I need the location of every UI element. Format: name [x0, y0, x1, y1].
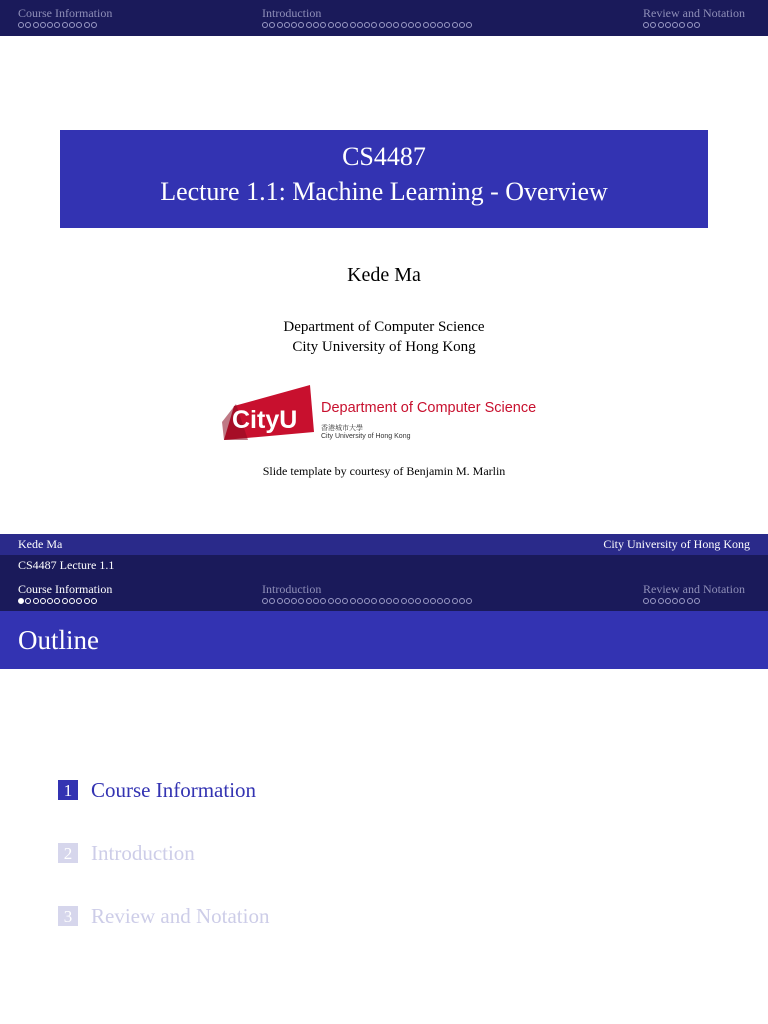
toc-item-review-and-notation[interactable]: [58, 904, 269, 928]
nav-frame-dot[interactable]: [466, 22, 472, 28]
nav-frame-dot[interactable]: [284, 22, 290, 28]
nav-frame-dot[interactable]: [284, 598, 290, 604]
nav-frame-dot[interactable]: [298, 22, 304, 28]
nav-frame-dot[interactable]: [393, 598, 399, 604]
nav-frame-dot[interactable]: [62, 598, 68, 604]
nav-section-label: Course Information: [18, 6, 113, 20]
nav-dots[interactable]: [643, 22, 745, 32]
nav-frame-dot[interactable]: [350, 598, 356, 604]
department-line: Department of Computer Science: [283, 319, 485, 335]
nav-frame-dot[interactable]: [679, 598, 685, 604]
nav-frame-dot[interactable]: [444, 22, 450, 28]
toc-item-introduction[interactable]: [58, 841, 195, 865]
title-block: [60, 130, 708, 228]
nav-section-course-information[interactable]: [18, 582, 112, 608]
nav-frame-dot[interactable]: [69, 598, 75, 604]
slide1-footer-author-row: [0, 534, 768, 555]
nav-frame-dot[interactable]: [313, 22, 319, 28]
nav-frame-dot[interactable]: [18, 598, 24, 604]
nav-frame-dot[interactable]: [262, 598, 268, 604]
nav-frame-dot[interactable]: [415, 598, 421, 604]
logo-mark-text: CityU: [232, 406, 298, 434]
nav-frame-dot[interactable]: [25, 598, 31, 604]
cityu-logo: [222, 382, 552, 444]
template-credit: Slide template by courtesy of Benjamin M. Marlin: [262, 464, 506, 478]
nav-section-label: Course Information: [18, 582, 113, 596]
nav-frame-dot[interactable]: [277, 598, 283, 604]
nav-frame-dot[interactable]: [84, 598, 90, 604]
nav-frame-dot[interactable]: [40, 22, 46, 28]
nav-frame-dot[interactable]: [408, 22, 414, 28]
nav-frame-dot[interactable]: [328, 598, 334, 604]
course-code: CS4487: [342, 142, 426, 171]
nav-section-introduction[interactable]: [262, 6, 474, 32]
nav-frame-dot[interactable]: [371, 22, 377, 28]
nav-frame-dot[interactable]: [437, 22, 443, 28]
nav-frame-dot[interactable]: [364, 22, 370, 28]
toc-label: Course Information: [91, 777, 257, 802]
nav-frame-dot[interactable]: [386, 598, 392, 604]
nav-frame-dot[interactable]: [25, 22, 31, 28]
nav-frame-dot[interactable]: [658, 598, 664, 604]
nav-frame-dot[interactable]: [401, 598, 407, 604]
nav-frame-dot[interactable]: [423, 598, 429, 604]
nav-frame-dot[interactable]: [665, 22, 671, 28]
toc-number: 2: [58, 843, 78, 863]
nav-frame-dot[interactable]: [650, 598, 656, 604]
nav-section-label: Review and Notation: [643, 6, 745, 20]
nav-frame-dot[interactable]: [40, 598, 46, 604]
nav-frame-dot[interactable]: [672, 22, 678, 28]
nav-frame-dot[interactable]: [320, 22, 326, 28]
slide2-nav-bar: [0, 576, 768, 611]
nav-frame-dot[interactable]: [33, 22, 39, 28]
nav-frame-dot[interactable]: [687, 598, 693, 604]
lecture-title: Lecture 1.1: Machine Learning - Overview: [160, 177, 608, 206]
slide1-footer-title-row: [0, 555, 768, 576]
nav-frame-dot[interactable]: [342, 598, 348, 604]
nav-frame-dot[interactable]: [665, 598, 671, 604]
nav-frame-dot[interactable]: [357, 598, 363, 604]
logo-english-text: City University of Hong Kong: [321, 433, 411, 440]
nav-frame-dot[interactable]: [679, 22, 685, 28]
footer-lecture: CS4487 Lecture 1.1: [18, 558, 115, 572]
nav-frame-dot[interactable]: [430, 598, 436, 604]
nav-frame-dot[interactable]: [277, 22, 283, 28]
toc-number: 3: [58, 906, 78, 926]
nav-section-label: Introduction: [262, 6, 322, 20]
nav-frame-dot[interactable]: [54, 598, 60, 604]
nav-frame-dot[interactable]: [658, 22, 664, 28]
nav-frame-dot[interactable]: [459, 22, 465, 28]
nav-dots[interactable]: [262, 598, 474, 608]
nav-section-course-information[interactable]: [18, 6, 112, 32]
nav-frame-dot[interactable]: [33, 598, 39, 604]
nav-dots[interactable]: [18, 22, 112, 32]
nav-frame-dot[interactable]: [694, 22, 700, 28]
nav-dots[interactable]: [643, 598, 745, 608]
outline-title-bar: [0, 611, 768, 669]
nav-frame-dot[interactable]: [401, 22, 407, 28]
nav-frame-dot[interactable]: [379, 22, 385, 28]
nav-frame-dot[interactable]: [269, 598, 275, 604]
nav-frame-dot[interactable]: [298, 598, 304, 604]
cityu-logo-mark: [222, 382, 317, 444]
nav-frame-dot[interactable]: [687, 22, 693, 28]
toc-item-course-information[interactable]: [58, 778, 256, 802]
nav-frame-dot[interactable]: [379, 598, 385, 604]
nav-frame-dot[interactable]: [291, 598, 297, 604]
logo-chinese-text: 香港城市大學: [321, 424, 363, 432]
author-name: Kede Ma: [347, 264, 421, 286]
slide1-nav-bar: [0, 0, 768, 36]
nav-section-label: Introduction: [262, 582, 322, 596]
nav-frame-dot[interactable]: [452, 598, 458, 604]
nav-frame-dot[interactable]: [386, 22, 392, 28]
nav-frame-dot[interactable]: [650, 22, 656, 28]
nav-frame-dot[interactable]: [452, 22, 458, 28]
nav-frame-dot[interactable]: [408, 598, 414, 604]
nav-frame-dot[interactable]: [437, 598, 443, 604]
nav-frame-dot[interactable]: [672, 598, 678, 604]
toc-label: Review and Notation: [91, 903, 270, 928]
nav-frame-dot[interactable]: [335, 598, 341, 604]
nav-frame-dot[interactable]: [91, 598, 97, 604]
nav-frame-dot[interactable]: [643, 22, 649, 28]
nav-frame-dot[interactable]: [415, 22, 421, 28]
nav-section-review-and-notation[interactable]: [643, 6, 745, 32]
nav-frame-dot[interactable]: [313, 598, 319, 604]
nav-frame-dot[interactable]: [18, 22, 24, 28]
nav-frame-dot[interactable]: [371, 598, 377, 604]
nav-frame-dot[interactable]: [54, 22, 60, 28]
university-line: City University of Hong Kong: [292, 339, 476, 355]
nav-frame-dot[interactable]: [430, 22, 436, 28]
nav-frame-dot[interactable]: [306, 22, 312, 28]
nav-frame-dot[interactable]: [694, 598, 700, 604]
nav-frame-dot[interactable]: [91, 22, 97, 28]
footer-author: Kede Ma: [18, 537, 63, 551]
nav-frame-dot[interactable]: [269, 22, 275, 28]
nav-frame-dot[interactable]: [62, 22, 68, 28]
nav-frame-dot[interactable]: [364, 598, 370, 604]
nav-frame-dot[interactable]: [357, 22, 363, 28]
footer-institution: City University of Hong Kong: [603, 537, 750, 551]
nav-frame-dot[interactable]: [643, 598, 649, 604]
nav-frame-dot[interactable]: [47, 598, 53, 604]
nav-section-review-and-notation[interactable]: [643, 582, 745, 608]
nav-frame-dot[interactable]: [444, 598, 450, 604]
toc-label: Introduction: [91, 840, 195, 865]
nav-frame-dot[interactable]: [69, 22, 75, 28]
toc-number: 1: [58, 780, 78, 800]
nav-frame-dot[interactable]: [306, 598, 312, 604]
nav-dots[interactable]: [262, 22, 474, 32]
nav-frame-dot[interactable]: [350, 22, 356, 28]
nav-frame-dot[interactable]: [84, 22, 90, 28]
nav-frame-dot[interactable]: [466, 598, 472, 604]
nav-frame-dot[interactable]: [423, 22, 429, 28]
nav-frame-dot[interactable]: [328, 22, 334, 28]
nav-frame-dot[interactable]: [320, 598, 326, 604]
nav-frame-dot[interactable]: [76, 22, 82, 28]
slide-title: Outline: [18, 625, 99, 655]
nav-section-label: Review and Notation: [643, 582, 745, 596]
nav-frame-dot[interactable]: [76, 598, 82, 604]
nav-section-introduction[interactable]: [262, 582, 474, 608]
nav-frame-dot[interactable]: [262, 22, 268, 28]
nav-dots[interactable]: [18, 598, 112, 608]
nav-frame-dot[interactable]: [342, 22, 348, 28]
nav-frame-dot[interactable]: [47, 22, 53, 28]
logo-department-text: Department of Computer Science: [321, 400, 537, 416]
nav-frame-dot[interactable]: [335, 22, 341, 28]
nav-frame-dot[interactable]: [459, 598, 465, 604]
nav-frame-dot[interactable]: [393, 22, 399, 28]
nav-frame-dot[interactable]: [291, 22, 297, 28]
